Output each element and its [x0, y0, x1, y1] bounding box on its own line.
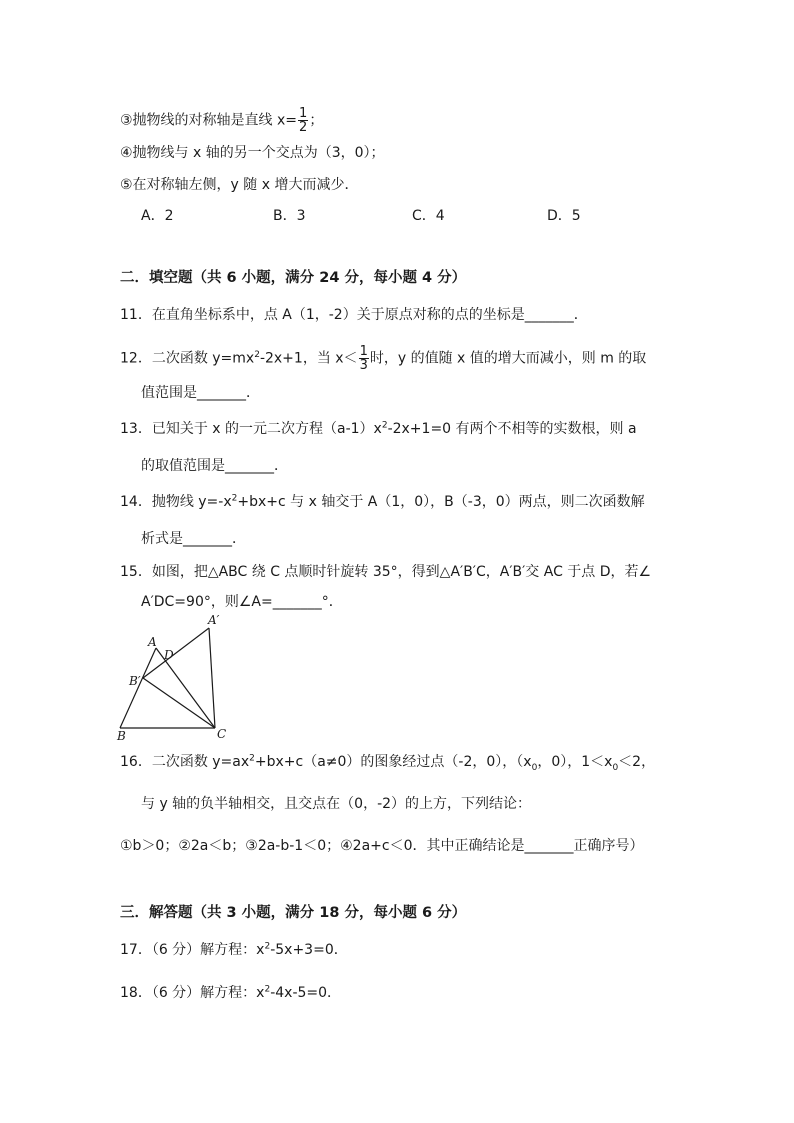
fraction-one-third	[359, 345, 369, 372]
q10-item-3	[120, 107, 323, 134]
q16-part-b: +bx+c（a≠0）的图象经过点（-2，0），（x	[254, 754, 532, 770]
label-b: B	[117, 729, 126, 743]
q16-part-d: ＜2，	[618, 754, 656, 770]
question-16-line-3: ①b＞0；②2a＜b；③2a-b-1＜0；④2a+c＜0．其中正确结论是_______正确序号）	[120, 838, 644, 854]
question-12-line-2: 值范围是_______．	[141, 385, 260, 401]
section-3-heading: 三．解答题（共 3 小题，满分 18 分，每小题 6 分）	[120, 905, 467, 921]
fraction-denominator: 2	[299, 120, 308, 135]
q14-superscript: 2	[231, 493, 238, 504]
question-15-line-2: A′DC=90°，则∠A=_______°．	[141, 594, 343, 610]
choice-d: D．5	[547, 208, 581, 224]
q14-part-a: 14．抛物线 y=-x	[120, 494, 232, 510]
q16-subscript-1: 0	[531, 762, 538, 773]
choice-b: B．3	[273, 208, 306, 224]
q10-item-5: ⑤在对称轴左侧，y 随 x 增大而减少．	[120, 177, 359, 193]
question-15: 15．如图，把△ABC 绕 C 点顺时针旋转 35°，得到△A′B′C，A′B′交 AC 于点 D，若∠	[120, 564, 652, 580]
section-2-heading: 二．填空题（共 6 小题，满分 24 分，每小题 4 分）	[120, 270, 467, 286]
q10-item-3-text: ③抛物线的对称轴是直线 x=	[120, 112, 298, 129]
q18-superscript: 2	[264, 984, 271, 995]
rotation-triangle-figure	[112, 608, 252, 743]
q10-item-3-end: ；	[309, 112, 324, 129]
label-a: A	[148, 635, 157, 649]
q10-choices	[0, 206, 794, 226]
choice-a: A．2	[141, 208, 174, 224]
q12-part-a: 12．二次函数 y=mx	[120, 350, 255, 367]
q13-part-b: -2x+1=0 有两个不相等的实数根，则 a	[387, 421, 637, 437]
question-16-line-2: 与 y 轴的负半轴相交，且交点在（0，-2）的上方，下列结论：	[141, 796, 532, 812]
q17-part-b: -5x+3=0．	[270, 942, 348, 958]
fraction-numerator: 1	[359, 344, 368, 359]
segment-b-a	[120, 648, 156, 728]
question-14-line-2: 析式是_______．	[141, 531, 246, 547]
q17-superscript: 2	[264, 941, 271, 952]
question-13	[120, 419, 637, 439]
q16-subscript-2: 0	[612, 762, 619, 773]
q12-superscript: 2	[254, 349, 260, 360]
question-11: 11．在直角坐标系中，点 A（1，-2）关于原点对称的点的坐标是_______．	[120, 307, 588, 323]
q13-part-a: 13．已知关于 x 的一元二次方程（a-1）x	[120, 421, 382, 437]
label-a-prime: A′	[208, 613, 220, 627]
q16-superscript: 2	[249, 753, 255, 764]
fraction-denominator: 3	[359, 358, 368, 373]
q14-part-b: +bx+c 与 x 轴交于 A（1，0），B（-3，0）两点，则二次函数解	[237, 494, 645, 510]
fraction-one-half	[298, 107, 308, 134]
q10-item-4: ④抛物线与 x 轴的另一个交点为（3，0）；	[120, 145, 385, 161]
question-13-line-2: 的取值范围是_______．	[141, 458, 288, 474]
label-d: D	[164, 648, 174, 662]
q13-superscript: 2	[381, 420, 388, 431]
label-b-prime: B′	[129, 674, 141, 688]
question-14	[120, 492, 645, 512]
fraction-numerator: 1	[299, 106, 308, 121]
segment-a-prime-c	[209, 628, 215, 728]
q17-part-a: 17．（6 分）解方程：x	[120, 942, 265, 958]
q16-part-a: 16．二次函数 y=ax	[120, 754, 250, 770]
question-16	[120, 752, 655, 772]
question-12	[120, 345, 646, 372]
q12-part-c: 时，y 的值随 x 值的增大而减小，则 m 的取	[369, 350, 647, 367]
q12-part-b: -2x+1，当 x＜	[259, 350, 358, 367]
segment-b-prime-c	[143, 678, 215, 728]
label-c: C	[217, 727, 227, 741]
q18-part-b: -4x-5=0．	[270, 985, 342, 1001]
q18-part-a: 18．（6 分）解方程：x	[120, 985, 265, 1001]
q16-part-c: ，0），1＜x	[537, 754, 613, 770]
choice-c: C．4	[412, 208, 445, 224]
question-18	[120, 983, 341, 1003]
question-17	[120, 940, 348, 960]
